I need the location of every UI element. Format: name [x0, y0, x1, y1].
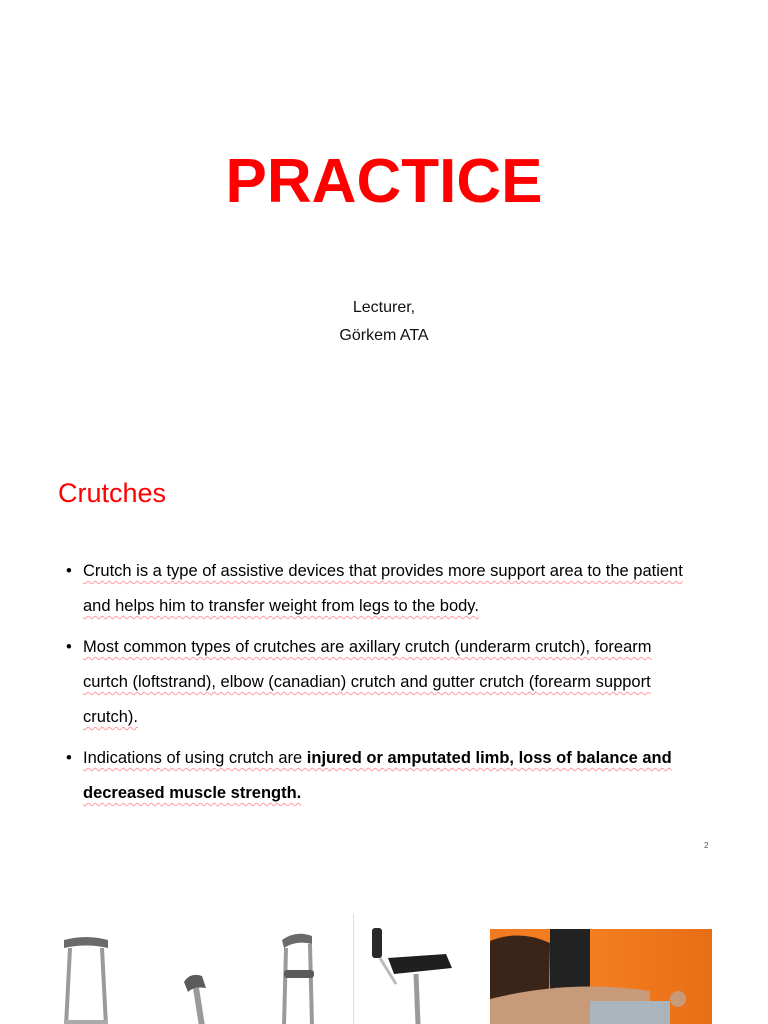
- subtitle-line-2: Görkem ATA: [339, 327, 429, 344]
- bullet-item: [0, 554, 700, 624]
- gutter-crutch-icon: [366, 924, 476, 1024]
- bullet-dot-icon: •: [66, 749, 72, 767]
- bullet-item: [0, 741, 700, 811]
- slide-title: PRACTICE: [225, 147, 543, 216]
- bullet-list: [0, 554, 700, 817]
- bullet-text: Indications of using crutch are: [83, 749, 307, 767]
- subtitle-line-1: Lecturer,: [352, 299, 416, 316]
- slide-heading: Crutches: [58, 478, 167, 508]
- title-slide: [0, 0, 768, 440]
- slide-subtitle: [0, 294, 768, 350]
- image-slide: [0, 876, 768, 1024]
- bullet-item: [0, 630, 700, 735]
- axillary-crutch-icon: [60, 934, 112, 1024]
- bullet-dot-icon: •: [66, 562, 72, 580]
- forearm-crutch-icon: [276, 930, 320, 1024]
- crutch-photo: [490, 929, 712, 1024]
- bullet-text: Crutch is a type of assistive devices that provides more support area to the patient and helps him to transfer weight from legs to the body.: [83, 562, 683, 615]
- bullet-dot-icon: •: [66, 638, 72, 656]
- content-slide: [0, 440, 768, 870]
- page-number: 2: [704, 841, 709, 850]
- image-divider: [353, 914, 354, 1024]
- arm-on-crutch-icon: [490, 929, 712, 1024]
- bullet-text: Most common types of crutches are axillary crutch (underarm crutch), forearm curtch (loftstrand), elbow (canadian) crutch and gutter crutch (forearm support crutch).: [83, 638, 652, 726]
- bullet-text-bold: injured or amputated limb, loss of balance and decreased muscle strength.: [83, 749, 672, 802]
- elbow-crutch-icon: [180, 972, 216, 1024]
